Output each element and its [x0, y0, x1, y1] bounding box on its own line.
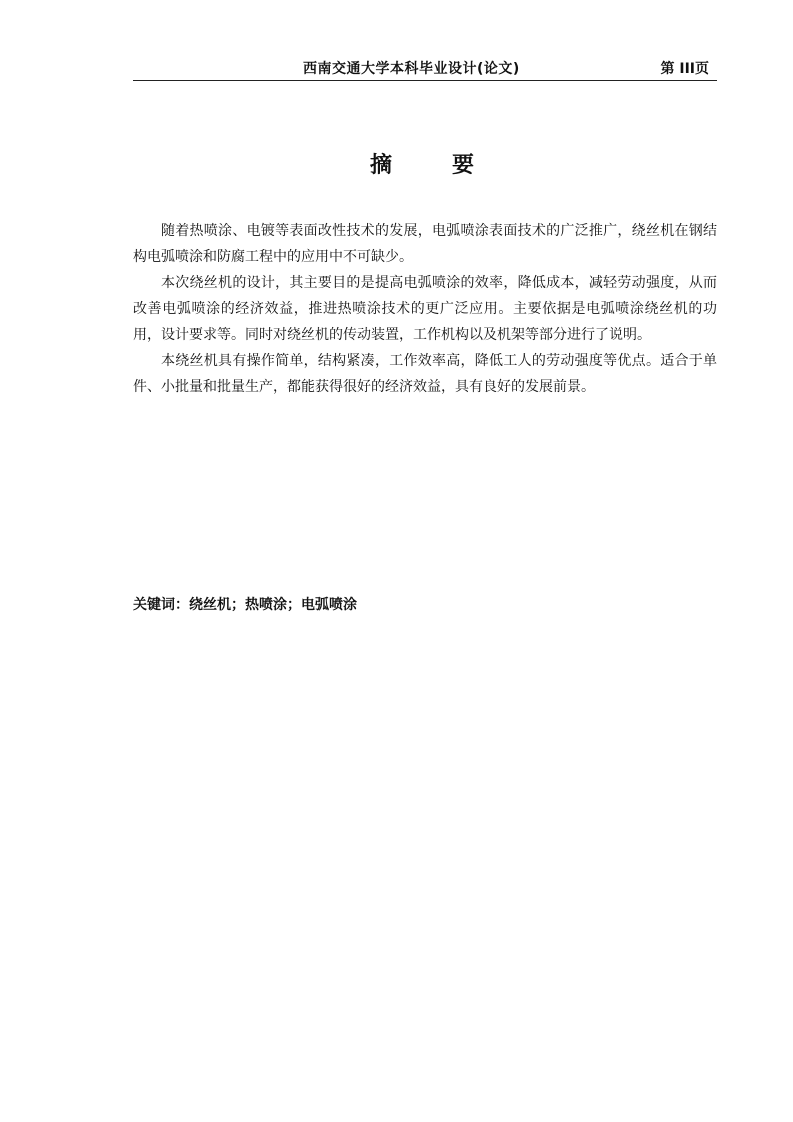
abstract-paragraph-3: 本绕丝机具有操作简单，结构紧凑，工作效率高，降低工人的劳动强度等优点。适合于单件、小批量和批量生产，都能获得很好的经济效益，具有良好的发展前景。	[133, 353, 717, 395]
abstract-body	[133, 218, 717, 400]
abstract-title: 摘要	[370, 153, 535, 178]
abstract-paragraph-2: 本次绕丝机的设计，其主要目的是提高电弧喷涂的效率，降低成本，减轻劳动强度，从而改善电弧喷涂的经济效益，推进热喷涂技术的更广泛应用。主要依据是电弧喷涂绕丝机的功用，设计要求等。同时对绕丝机的传动装置，工作机构以及机架等部分进行了说明。	[133, 275, 717, 343]
header-page-number: 第 III页	[660, 61, 709, 77]
header-rule	[133, 80, 717, 81]
page-header	[133, 58, 717, 80]
abstract-paragraph-1: 随着热喷涂、电镀等表面改性技术的发展，电弧喷涂表面技术的广泛推广，绕丝机在钢结构电弧喷涂和防腐工程中的应用中不可缺少。	[133, 223, 717, 265]
keywords: 关键词：绕丝机；热喷涂；电弧喷涂	[133, 597, 357, 613]
header-title: 西南交通大学本科毕业设计(论文)	[303, 61, 520, 77]
